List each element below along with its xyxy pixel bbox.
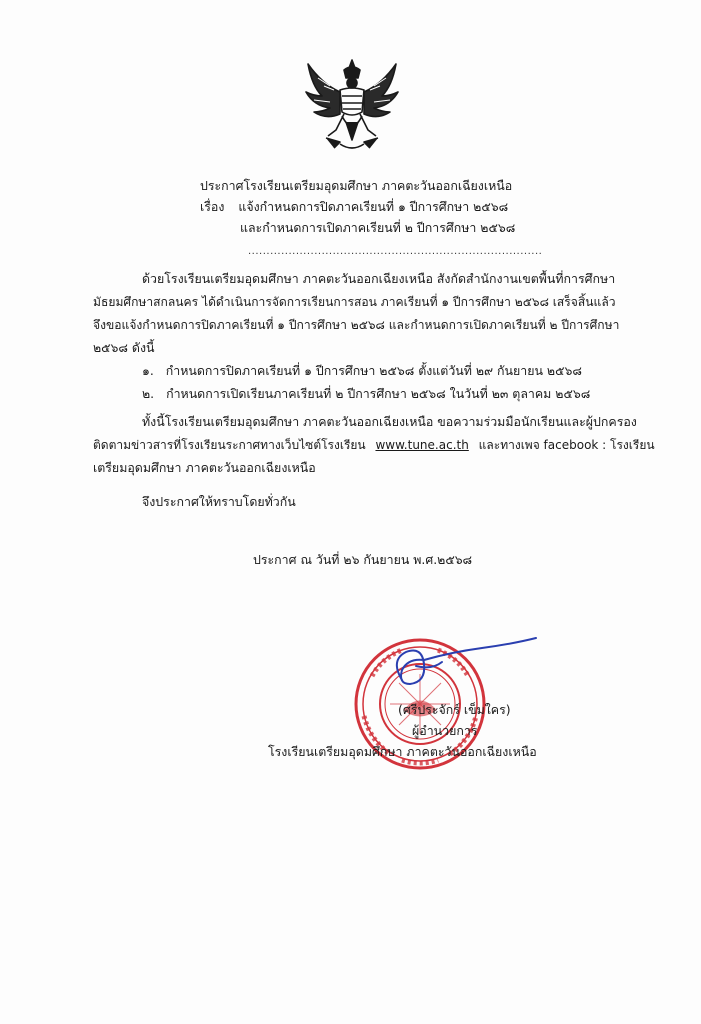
subject-continuation: และกำหนดการเปิดภาคเรียนที่ ๒ ปีการศึกษา ๒๕๖๘ [240,220,516,235]
paragraph-1-line-2: มัธยมศึกษาสกลนคร ได้ดำเนินการจัดการเรียนการสอน ภาคเรียนที่ ๑ ปีการศึกษา ๒๕๖๘ เสร็จสิ้นแล้ว [93,295,616,309]
subject-label: เรื่อง [200,199,225,214]
signatory-position: ผู้อำนวยการ [412,723,478,738]
paragraph-2-line-3: เตรียมอุดมศึกษา ภาคตะวันออกเฉียงเหนือ [93,460,316,475]
list-item-number: ๑. [142,363,154,378]
paragraph-2-text: ติดตามข่าวสารที่โรงเรียนระกาศทางเว็บไซต์โรงเรียน [93,438,366,452]
handwritten-signature-icon [372,630,542,700]
website-link[interactable]: www.tune.ac.th [375,438,469,452]
garuda-emblem-icon [300,56,404,156]
paragraph-1-line-3: จึงขอแจ้งกำหนดการปิดภาคเรียนที่ ๑ ปีการศึกษา ๒๕๖๘ และกำหนดการเปิดภาคเรียนที่ ๒ ปีการศึกษา [93,318,620,332]
announcement-date: ประกาศ ณ วันที่ ๒๖ กันยายน พ.ศ.๒๕๖๘ [253,552,473,567]
paragraph-1-line-4: ๒๕๖๘ ดังนี้ [93,340,155,355]
list-item [142,363,582,379]
paragraph-2-line-1: ทั้งนี้โรงเรียนเตรียมอุดมศึกษา ภาคตะวันออกเฉียงเหนือ ขอความร่วมมือนักเรียนและผู้ปกครอง [142,414,637,429]
subject-text: แจ้งกำหนดการปิดภาคเรียนที่ ๑ ปีการศึกษา ๒๕๖๘ [238,199,509,214]
heading-separator: ................................................................................ [248,246,543,257]
paragraph-1-line-1: ด้วยโรงเรียนเตรียมอุดมศึกษา ภาคตะวันออกเฉียงเหนือ สังกัดสำนักงานเขตพื้นที่การศึกษา [142,271,616,286]
facebook-text: และทางเพจ facebook : โรงเรียน [478,438,655,452]
list-item [142,386,590,402]
subject-line [200,199,508,215]
paragraph-2-line-2 [93,437,655,453]
list-item-number: ๒. [142,386,155,401]
list-item-text: กำหนดการเปิดเรียนภาคเรียนที่ ๒ ปีการศึกษา ๒๕๖๘ ในวันที่ ๒๓ ตุลาคม ๒๕๖๘ [166,386,591,401]
signatory-name: (ศรีประจักร์ เข็มใคร) [398,702,511,717]
closing-sentence: จึงประกาศให้ทราบโดยทั่วกัน [142,494,296,509]
announcement-title: ประกาศโรงเรียนเตรียมอุดมศึกษา ภาคตะวันออกเฉียงเหนือ [200,178,513,193]
signatory-school: โรงเรียนเตรียมอุดมศึกษา ภาคตะวันออกเฉียงเหนือ [268,744,537,759]
list-item-text: กำหนดการปิดภาคเรียนที่ ๑ ปีการศึกษา ๒๕๖๘ ตั้งแต่วันที่ ๒๙ กันยายน ๒๕๖๘ [165,363,582,378]
